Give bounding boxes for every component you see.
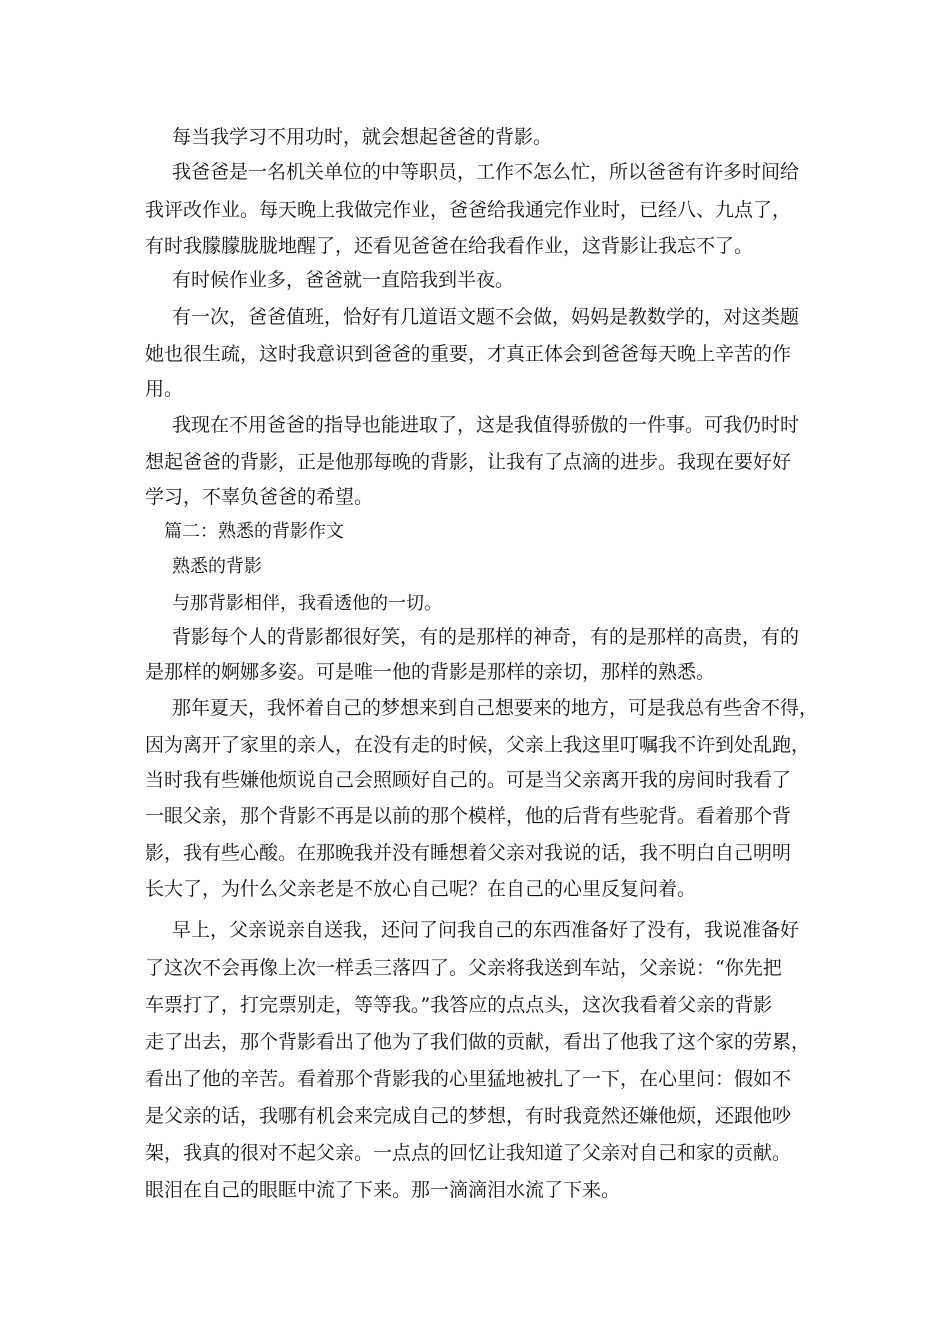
essay-title: 熟悉的背影 (172, 556, 262, 577)
text-line: 与那背影相伴，我看透他的一切。 (172, 593, 442, 614)
text-line: 我现在不用爸爸的指导也能进取了，这是我值得骄傲的一件事。可我仍时时 (172, 414, 800, 436)
text-line: 看出了他的辛苦。看着那个背影我的心里猛地被扎了一下，在心里问：假如不 (145, 1068, 792, 1090)
text-line: 我爸爸是一名机关单位的中等职员，工作不怎么忙，所以爸爸有许多时间给 (172, 161, 800, 183)
text-line: 眼泪在自己的眼眶中流了下来。那一滴滴泪水流了下来。 (145, 1179, 621, 1201)
text-line: 早上，父亲说亲自送我，还问了问我自己的东西准备好了没有，我说准备好 (172, 919, 800, 941)
text-line: 是父亲的话，我哪有机会来完成自己的梦想，有时我竟然还嫌他烦，还跟他吵 (145, 1105, 792, 1127)
text-line: 有时我朦朦胧胧地醒了，还看见爸爸在给我看作业，这背影让我忘不了。 (145, 235, 754, 257)
text-line: 她也很生疏，这时我意识到爸爸的重要，才真正体会到爸爸每天晚上辛苦的作 (145, 343, 792, 365)
text-line: 一眼父亲，那个背影不再是以前的那个模样，他的后背有些驼背。看着那个背 (145, 805, 792, 827)
text-line: 想起爸爸的背影，正是他那每晚的背影，让我有了点滴的进步。我现在要好好 (145, 451, 792, 473)
text-line: 有时候作业多，爸爸就一直陪我到半夜。 (172, 269, 515, 291)
text-line: 有一次，爸爸值班，恰好有几道语文题不会做，妈妈是教数学的，对这类题 (172, 306, 800, 328)
text-line: 每当我学习不用功时，就会想起爸爸的背影。 (172, 126, 553, 148)
text-line: 因为离开了家里的亲人，在没有走的时候，父亲上我这里叮嘱我不许到处乱跑， (145, 734, 811, 756)
text-line: 学习，不辜负爸爸的希望。 (145, 486, 374, 508)
text-line: 走了出去，那个背影看出了他为了我们做的贡献，看出了他我了这个家的劳累， (145, 1031, 811, 1053)
text-line: 长大了，为什么父亲老是不放心自己呢？在自己的心里反复问着。 (145, 878, 697, 900)
text-line: 背影每个人的背影都很好笑，有的是那样的神奇，有的是那样的高贵，有的 (172, 626, 800, 648)
text-line: 了这次不会再像上次一样丢三落四了。父亲将我送到车站，父亲说：“你先把 (145, 957, 782, 979)
text-line: 用。 (145, 378, 184, 400)
text-line: 那年夏天，我怀着自己的梦想来到自己想要来的地方，可是我总有些舍不得， (172, 697, 819, 719)
section-title: 篇二：熟悉的背影作文 (164, 521, 344, 542)
text-line: 架，我真的很对不起父亲。一点点的回忆让我知道了父亲对自己和家的贡献。 (145, 1142, 792, 1164)
text-line: 车票打了，打完票别走，等等我。”我答应的点点头，这次我看着父亲的背影 (145, 994, 773, 1016)
text-line: 我评改作业。每天晚上我做完作业，爸爸给我通完作业时，已经八、九点了， (145, 199, 792, 221)
text-line: 是那样的婀娜多姿。可是唯一他的背影是那样的亲切，那样的熟悉。 (145, 661, 716, 683)
text-line: 当时我有些嫌他烦说自己会照顾好自己的。可是当父亲离开我的房间时我看了 (145, 769, 792, 791)
text-line: 影，我有些心酸。在那晚我并没有睡想着父亲对我说的话，我不明白自己明明 (145, 842, 792, 864)
